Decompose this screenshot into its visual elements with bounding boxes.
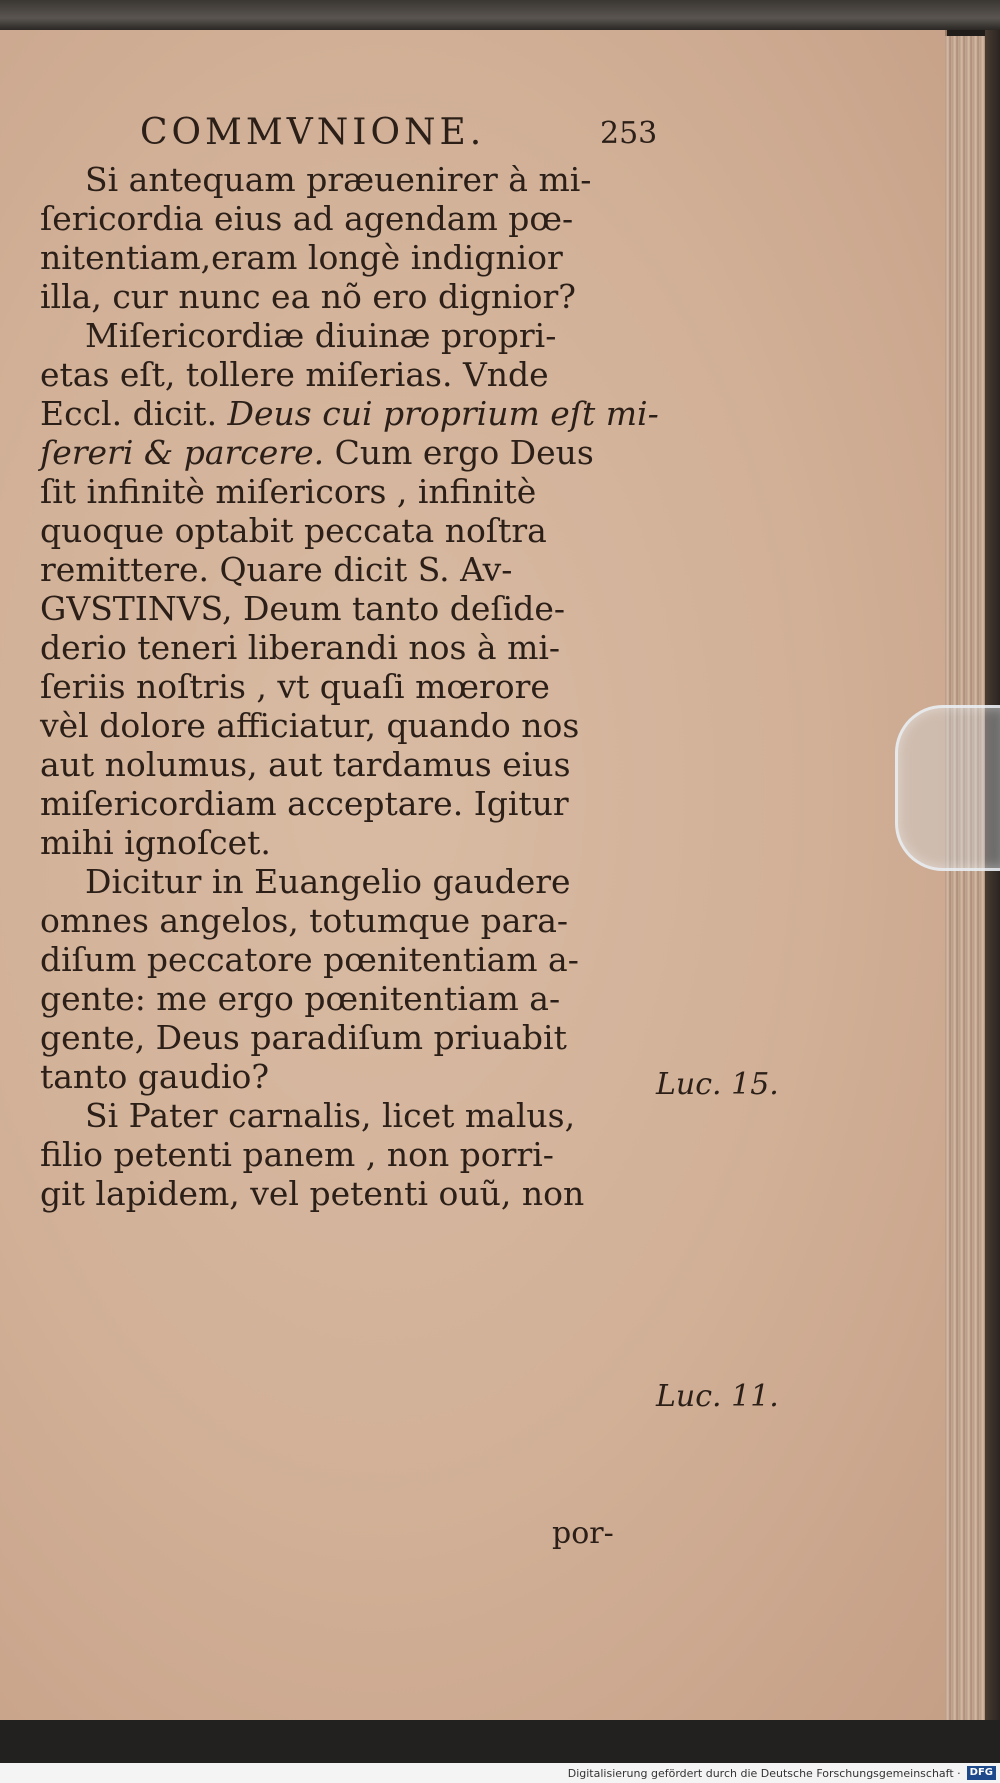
text-line: Dicitur in Euangelio gaudere xyxy=(85,862,571,901)
text-line: nitentiam,eram longè indignior xyxy=(40,238,563,277)
page-number: 253 xyxy=(600,116,658,151)
text-line: illa, cur nunc ea nõ ero dignior? xyxy=(40,277,576,316)
text-line: GVSTINVS, Deum tanto deſide- xyxy=(40,589,566,628)
footer-credit: Digitalisierung gefördert durch die Deutsche Forschungsgemeinschaft · xyxy=(567,1766,961,1780)
text-line: gente, Deus paradiſum priuabit xyxy=(40,1018,567,1057)
text-line: diſum peccatore pœnitentiam a- xyxy=(40,940,579,979)
body-text xyxy=(40,108,680,1213)
text-line xyxy=(40,394,680,433)
running-head: COMMVNIONE. xyxy=(140,112,486,153)
text-line: aut nolumus, aut tardamus eius xyxy=(40,745,571,784)
text-line: Si antequam præuenirer à mi- xyxy=(85,160,592,199)
text-line: vèl dolore afficiatur, quando nos xyxy=(40,706,580,745)
paragraph-4 xyxy=(40,1096,680,1213)
text-line xyxy=(40,433,680,472)
text-line: mihi ignoſcet. xyxy=(40,823,271,862)
margin-note: Luc. 15. xyxy=(656,1067,779,1102)
page-clip xyxy=(895,705,1000,871)
text-line: quoque optabit peccata noſtra xyxy=(40,511,547,550)
paragraph-2 xyxy=(40,316,680,862)
scan-top-edge xyxy=(0,0,1000,30)
text-line: remittere. Quare dicit S. Av- xyxy=(40,550,513,589)
book-edge-shadow xyxy=(985,30,1000,1730)
quotation-italic: Deus cui proprium eſt mi- xyxy=(227,394,659,433)
paragraph-3 xyxy=(40,862,680,1096)
text-line: ſeriis noſtris , vt quaſi mœrore xyxy=(40,667,550,706)
text-line: Miſericordiæ diuinæ propri- xyxy=(85,316,557,355)
text-span: Cum ergo Deus xyxy=(324,433,594,472)
text-line: miſericordiam acceptare. Igitur xyxy=(40,784,569,823)
text-line: etas eſt, tollere miſerias. Vnde xyxy=(40,355,549,394)
text-line: derio teneri liberandi nos à mi- xyxy=(40,628,561,667)
scan-bottom-edge xyxy=(0,1720,1000,1763)
text-line: omnes angelos, totumque para- xyxy=(40,901,569,940)
text-span: Eccl. dicit. xyxy=(40,394,228,433)
text-line: gente: me ergo pœnitentiam a- xyxy=(40,979,561,1018)
text-line: git lapidem, vel petenti ouũ, non xyxy=(40,1174,585,1213)
margin-note: Luc. 11. xyxy=(656,1379,779,1414)
text-line: ſericordia eius ad agendam pœ- xyxy=(40,199,574,238)
footer-bar xyxy=(0,1763,1000,1783)
dfg-logo: DFG xyxy=(967,1766,996,1780)
page-edges xyxy=(945,36,988,1721)
quotation-italic: ſereri & parcere. xyxy=(40,433,325,472)
catchword: por- xyxy=(552,1516,614,1551)
paragraph-1 xyxy=(40,160,680,316)
text-line: ſit infinitè miſericors , infinitè xyxy=(40,472,537,511)
text-line: filio petenti panem , non porri- xyxy=(40,1135,554,1174)
text-line: Si Pater carnalis, licet malus, xyxy=(85,1096,576,1135)
text-line: tanto gaudio? xyxy=(40,1057,270,1096)
